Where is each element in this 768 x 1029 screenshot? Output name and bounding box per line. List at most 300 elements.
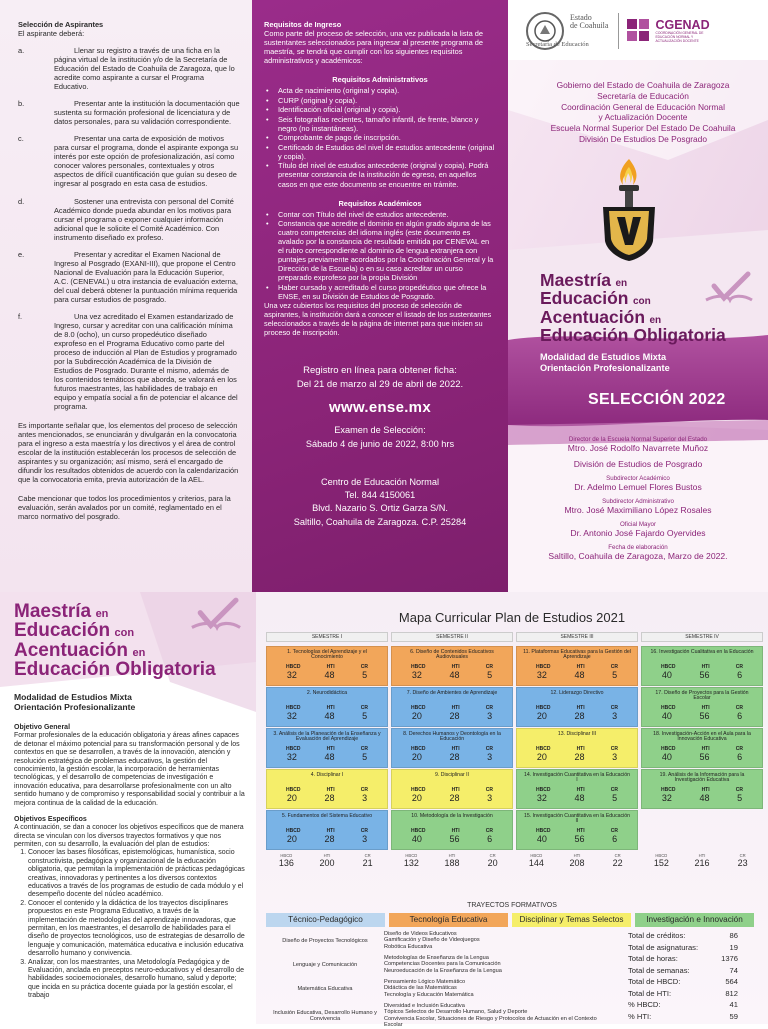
total-value: 188 — [444, 858, 460, 868]
inside-program-title — [14, 602, 216, 680]
course-values — [267, 670, 387, 680]
course-cell — [391, 728, 513, 768]
course-values — [392, 711, 512, 721]
institution-line: y Actualización Docente — [598, 112, 688, 123]
discipline-name: Lenguaje y Comunicación — [292, 961, 358, 968]
staff-name: Mtro. José Rodolfo Navarrete Muñoz — [567, 443, 709, 453]
summary-stat-value: 41 — [729, 1000, 738, 1009]
total-label: CR — [489, 853, 496, 858]
staff-list — [538, 430, 738, 561]
total-column — [391, 853, 431, 868]
course-col-label: HTI — [701, 664, 710, 670]
course-col-label: HBCD — [411, 746, 426, 752]
discipline-courses — [384, 931, 616, 950]
course-cr: 3 — [487, 752, 493, 762]
course-hti: 56 — [699, 670, 710, 680]
discipline-course: Neuroeducación de la Enseñanza de la Lengua — [384, 967, 502, 974]
title-word-con: con — [632, 296, 651, 308]
course-hti: 48 — [324, 711, 335, 721]
discipline-name: Diseño de Proyectos Tecnológicos — [282, 937, 368, 944]
specific-objectives-intro: A continuación, se dan a conocer los objetivos específicos que de manera directa se vinculan con los diversos trayectos formativos y que nos permiten, con su desarrollo, la evaluación del plan de estudios: — [14, 824, 244, 849]
course-col-label: HTI — [701, 705, 710, 711]
title-word-maestria: Maestría — [540, 270, 612, 290]
academic-requirement: • Constancia que acredite el dominio en algún grado alguna de las cuatro competencias del idioma inglés (este documento es avalado por la constancia de resultado emitida por CENEVAL en el rubro correspondiente al dominio de lengua extranjera con puntajes previamente acordados por la Coordinación General y la Dirección de la Escuela) o en su caso acreditar un curso preparado exprofeso por la propia División — [264, 219, 496, 282]
course-values — [642, 711, 762, 721]
course-col-label: HTI — [326, 787, 335, 793]
total-value: 200 — [319, 858, 335, 868]
selection-item — [18, 99, 240, 126]
total-value: 21 — [362, 858, 373, 868]
selection-panel — [0, 0, 252, 592]
total-label: HTI — [448, 853, 456, 858]
admin-requirement: • Comprobante de pago de inscripción. — [264, 133, 496, 142]
course-name: 6. Diseño de Contenidos Educativos Audiovisuales — [410, 649, 494, 661]
total-value: 136 — [278, 858, 294, 868]
selection-item-letter: c. — [18, 134, 24, 144]
course-values — [642, 670, 762, 680]
course-hbcd: 32 — [661, 793, 672, 803]
course-name: 17. Diseño de Proyectos para la Gestión Escolar — [655, 690, 749, 702]
course-col-label: HTI — [451, 705, 460, 711]
total-label: CR — [364, 853, 371, 858]
staff-name: Mtro. José Maximiliano López Rosales — [564, 505, 712, 515]
course-cell — [266, 810, 388, 850]
summary-stat — [628, 931, 738, 940]
course-values — [517, 793, 637, 803]
course-cr: 5 — [612, 670, 618, 680]
course-cr: 6 — [612, 834, 618, 844]
objectives-text — [14, 724, 248, 1001]
course-col-label: HTI — [576, 746, 585, 752]
selection-item-text: Llenar su registro a través de una ficha en la página virtual de la institución y/o de la Secretaría de Educación del Estado de Coahuila de Zaragoza, que lo acredite como aspirante a cursar el Programa Educativo. — [54, 46, 235, 92]
cover-program-title — [540, 272, 726, 345]
selection-list — [18, 46, 240, 411]
summary-stat-label: Total de HBCD: — [628, 977, 681, 986]
semester-header: SEMESTRE II — [391, 632, 513, 642]
course-hti: 28 — [324, 793, 335, 803]
discipline-course: Gamificación y Diseño de Videojuegos — [384, 937, 480, 944]
course-cell — [391, 687, 513, 727]
course-cr: 5 — [362, 711, 368, 721]
website-link[interactable]: www.ense.mx — [329, 398, 431, 416]
course-col-label: CR — [360, 828, 368, 834]
inside-modality-line: Modalidad de Estudios Mixta — [14, 692, 132, 702]
total-label: CR — [739, 853, 746, 858]
discipline-courses — [384, 1003, 616, 1029]
course-hti: 28 — [574, 711, 585, 721]
course-hti: 28 — [449, 752, 460, 762]
inside-title-con: con — [114, 627, 135, 640]
semester-totals — [516, 853, 638, 868]
inside-title-maestria: Maestría — [14, 601, 92, 622]
selection-item-text: Presentar una carta de exposición de motivos para cursar el programa, donde el aspirante exponga su interés por este opción de profesionalización, así como conocer valores personales, contextuales y otros aspectos de difícil cuantificación que guían su deseo de ingresar al posgrado en esta casa de estudios. — [54, 134, 239, 189]
course-col-label: HTI — [576, 787, 585, 793]
staff-name: Saltillo, Coahuila de Zaragoza, Marzo de 2022. — [548, 551, 728, 561]
selection-item-text: Una vez acreditado el Examen estandarizado de Ingreso, cursar y acreditar con una calificación mínima de 8.0 (ocho), un curso propedéutico diseñado exprofeso en el Programa Educativo como parte del proceso de inducción al Plan de Estudios y programado por la Subdirección Académica de la División de Estudios de Posgrado. Durante el mismo, además de los contenidos temáticos que aborda, se valorará en los futuros maestrantes, las habilidades de trabajo en equipo y empatía social a fin de potenciar el alcance del programa. — [54, 311, 238, 412]
staff-name: Dr. Antonio José Fajardo Oyervides — [570, 528, 706, 538]
course-col-label: CR — [610, 664, 618, 670]
total-column — [723, 853, 763, 868]
semester-totals — [266, 853, 388, 868]
specific-objectives-heading: Objetivos Específicos — [14, 815, 87, 823]
general-objective-heading: Objetivo General — [14, 724, 71, 731]
course-col-label: CR — [735, 705, 743, 711]
course-hbcd: 20 — [411, 752, 422, 762]
discipline-courses — [384, 979, 616, 998]
course-hbcd: 20 — [411, 711, 422, 721]
academic-requirements-heading: Requisitos Académicos — [338, 198, 422, 208]
discipline-course: Tecnología y Educación Matemática — [384, 991, 474, 998]
requirements-intro: Como parte del proceso de selección, una vez publicada la lista de sustentantes seleccionados para ingresar al presente programa de maestría, se tendrá que cumplir con los siguientes requisitos administrativos y académicos: — [264, 29, 483, 66]
total-value: 132 — [403, 858, 419, 868]
course-col-label: HTI — [326, 828, 335, 834]
discipline-course: Tópicos Selectos de Desarrollo Humano, Salud y Deporte — [384, 1009, 528, 1016]
course-col-label: HBCD — [536, 828, 551, 834]
summary-stat-value: 19 — [729, 942, 738, 952]
total-column — [641, 853, 681, 868]
course-cell — [516, 769, 638, 809]
inside-title-en-2: en — [132, 646, 146, 659]
course-name: 1. Tecnologías del Aprendizaje y el Conocimiento — [287, 649, 367, 661]
course-name: 8. Derechos Humanos y Deontología en la Educación — [403, 731, 501, 743]
total-value: 22 — [612, 858, 623, 868]
discipline-courses — [384, 955, 616, 974]
selection-item-text: Presentar ante la institución la documentación que sustenta su formación profesional de licenciatura y de datos personales, para su validación correspondiente. — [54, 99, 240, 127]
discipline-course: Didáctica de las Matemáticas — [384, 985, 457, 992]
course-col-label: HTI — [576, 705, 585, 711]
total-value: 152 — [653, 858, 669, 868]
course-col-label: HBCD — [411, 828, 426, 834]
course-col-label: HBCD — [286, 746, 301, 752]
inside-checkmark-icon — [188, 596, 244, 640]
total-column — [348, 853, 388, 868]
trayecto-header: Disciplinar y Temas Selectos — [512, 913, 631, 927]
selection-item-letter: f. — [18, 311, 23, 321]
semester-header: SEMESTRE III — [516, 632, 638, 642]
course-col-label: HTI — [451, 787, 460, 793]
cgenad-name: CGENAD — [655, 18, 710, 33]
course-name: 9. Disciplinar II — [434, 772, 470, 778]
course-col-label: HBCD — [286, 705, 301, 711]
summary-stat — [628, 954, 738, 963]
course-name: 16. Investigación Cualitativa en la Educación — [650, 649, 754, 655]
inside-orientation-line: Orientación Profesionalizante — [14, 702, 136, 713]
course-cr: 3 — [362, 834, 368, 844]
course-col-label: CR — [360, 746, 368, 752]
total-column — [516, 853, 556, 868]
cover-modality — [540, 352, 670, 374]
course-col-label: HBCD — [661, 746, 676, 752]
course-name: 4. Disciplinar I — [310, 772, 344, 778]
staff-role: Subdirector Académico — [606, 475, 670, 482]
summary-stat-value: 59 — [729, 1011, 738, 1021]
course-col-label: HTI — [326, 746, 335, 752]
selection-item — [18, 46, 240, 91]
academic-requirement: • Haber cursado y acreditado el curso propedéutico que ofrece la ENSE, en su División de Estudios de Posgrado. — [264, 283, 496, 301]
admin-requirement: • Certificado de Estudios del nivel de estudios antecedente (original y copia). — [264, 143, 496, 161]
course-col-label: HBCD — [411, 664, 426, 670]
trayecto-header: Tecnología Educativa — [389, 913, 508, 927]
course-col-label: CR — [485, 746, 493, 752]
discipline-name: Inclusión Educativa, Desarrollo Humano y Convivencia — [273, 1009, 377, 1022]
exam-line-1: Examen de Selección: — [334, 425, 426, 436]
institution-line: Coordinación General de Educación Normal — [561, 101, 725, 112]
course-name: 12. Liderazgo Directivo — [550, 690, 604, 696]
discipline-row — [266, 1003, 616, 1029]
course-col-label: HBCD — [661, 664, 676, 670]
institution-line: Gobierno del Estado de Coahuila de Zaragoza — [556, 80, 730, 90]
course-col-label: HBCD — [536, 705, 551, 711]
course-col-label: HTI — [326, 705, 335, 711]
selection-item-letter: d. — [18, 196, 25, 206]
title-word-educacion-obligatoria: Educación Obligatoria — [540, 324, 726, 345]
total-column — [432, 853, 472, 868]
summary-stat — [628, 977, 738, 986]
course-hbcd: 20 — [286, 793, 297, 803]
course-col-label: HTI — [451, 828, 460, 834]
summary-stat-value: 812 — [725, 988, 738, 998]
semester-totals — [641, 853, 763, 868]
curriculum-map-title: Mapa Curricular Plan de Estudios 2021 — [398, 610, 626, 625]
course-col-label: HBCD — [661, 705, 676, 711]
course-col-label: HBCD — [536, 664, 551, 670]
course-values — [517, 834, 637, 844]
course-col-label: HBCD — [661, 787, 676, 793]
summary-stat — [628, 989, 738, 998]
course-values — [267, 752, 387, 762]
summary-stat-label: Total de asignaturas: — [628, 942, 699, 952]
total-column — [473, 853, 513, 868]
summary-stat — [628, 943, 738, 952]
course-cr: 3 — [487, 793, 493, 803]
course-hti: 48 — [449, 670, 460, 680]
admin-requirement: • Identificación oficial (original y copia). — [264, 105, 496, 114]
course-cr: 5 — [737, 793, 743, 803]
academic-note: Una vez cubiertos los requisitos del proceso de selección de aspirantes, la institución dará a conocer el listado de los sustentantes seleccionados a través de la página de internet para que inicien su proceso de inscripción. — [264, 301, 492, 338]
discipline-course: Competencias Docentes para la Comunicación — [384, 961, 501, 968]
staff-role: Fecha de elaboración — [608, 544, 668, 551]
exam-line-2: Sábado 4 de junio de 2022, 8:00 hrs — [305, 439, 455, 450]
course-values — [392, 670, 512, 680]
course-col-label: CR — [485, 664, 493, 670]
course-hbcd: 40 — [411, 834, 422, 844]
inside-title-educacion-obligatoria: Educación Obligatoria — [14, 659, 216, 681]
course-hti: 28 — [574, 752, 585, 762]
course-values — [267, 711, 387, 721]
cgenad-logo — [627, 18, 719, 43]
course-col-label: HTI — [576, 828, 585, 834]
total-label: HBCD — [530, 853, 543, 858]
discipline-row — [266, 955, 616, 974]
selection-item — [18, 312, 240, 411]
course-values — [642, 793, 762, 803]
summary-stat-label: Total de horas: — [628, 954, 678, 963]
registration-line-1: Registro en línea para obtener ficha: — [303, 364, 457, 376]
institution-line: División De Estudios De Posgrado — [578, 133, 707, 144]
course-cr: 3 — [612, 752, 618, 762]
discipline-row — [266, 979, 616, 998]
summary-stat — [628, 1012, 738, 1021]
course-col-label: HTI — [451, 746, 460, 752]
course-col-label: CR — [485, 787, 493, 793]
discipline-course: Convivencia Escolar, Situaciones de Riesgo y Protocolos de Actuación en el Contexto Escolar — [384, 1015, 597, 1029]
total-label: CR — [614, 853, 621, 858]
total-label: HBCD — [655, 853, 668, 858]
selection-item — [18, 134, 240, 188]
cgenad-subtitle: COORDINACIÓN GENERAL DE EDUCACIÓN NORMAL Y ACTUALIZACIÓN DOCENTE — [655, 31, 704, 43]
selection-item-text: Sostener una entrevista con personal del Comité Académico donde pueda abundar en los motivos para cursar el programa o exponer cualquier información adicional que le solicite el Comité Académico. Con instrumento diseñado ex profeso. — [54, 196, 234, 242]
summary-stat-label: Total de semanas: — [628, 965, 690, 975]
course-cell — [266, 646, 388, 686]
title-word-educacion: Educación — [540, 288, 629, 309]
specific-objective: 2. Conocer el contenido y la didáctica de los trayectos disciplinares propuestos en este Programa Educativo, a través de la implementación de metodologías del aprendizaje innovadoras, que permitan, en los maestrantes, el desarrollo de habilidades para el diseño de proyectos tecnológicos, uso de estrategias de desarrollo de lenguaje y comunicación, matemática educativa e inclusión educativa desarrollo humano y convivencia. — [28, 900, 248, 959]
staff-role: Oficial Mayor — [619, 521, 657, 528]
summary-stat-label: Total de HTI: — [628, 988, 672, 998]
course-col-label: HTI — [701, 746, 710, 752]
course-hbcd: 32 — [536, 793, 547, 803]
total-column — [557, 853, 597, 868]
cover-modality-line: Modalidad de Estudios Mixta — [540, 352, 667, 362]
course-cell — [391, 769, 513, 809]
semester-header: SEMESTRE I — [266, 632, 388, 642]
course-hbcd: 40 — [661, 711, 672, 721]
course-col-label: CR — [610, 705, 618, 711]
academic-requirement: • Contar con Título del nivel de estudios antecedente. — [264, 210, 496, 219]
summary-stat-label: % HBCD: — [628, 1000, 661, 1009]
course-cell — [641, 769, 763, 809]
specific-objective: 3. Analizar, con los maestrantes, una Metodología Pedagógica y de Evaluación, anclada en preceptos neuro-educativos y el desarrollo de habilidades socioemocionales, desarrollo humano, salud y deporte; que incida en su práctica docente guiada por la gestión escolar, el trabajo — [28, 959, 248, 1001]
course-hti: 56 — [699, 752, 710, 762]
course-col-label: HBCD — [411, 705, 426, 711]
staff-name: División de Estudios de Posgrado — [573, 459, 703, 469]
academic-requirements-list — [264, 210, 496, 301]
discipline-course: Diseño de Videos Educativos — [384, 931, 457, 937]
course-cell — [266, 769, 388, 809]
total-label: HBCD — [280, 853, 293, 858]
course-hti: 28 — [324, 834, 335, 844]
address-line-4: Saltillo, Coahuila de Zaragoza. C.P. 25284 — [293, 516, 467, 527]
summary-stat-label: % HTI: — [628, 1011, 652, 1021]
course-col-label: HBCD — [286, 828, 301, 834]
selection-heading: Selección de Aspirantes — [18, 20, 104, 29]
course-col-label: HTI — [701, 787, 710, 793]
logos-row — [526, 8, 756, 54]
admin-requirement: • Título del nivel de estudios antecedente (original y copia). Podrá presentar constancia de la institución de egreso, en aquellos casos en que este documento se encuentre en trámite. — [264, 161, 496, 188]
institution-line: Escuela Normal Superior Del Estado De Coahuila — [550, 123, 736, 133]
selection-2022-label: SELECCIÓN 2022 — [588, 391, 726, 408]
staff-role: Director de la Escuela Normal Superior del Estado — [568, 436, 708, 443]
course-cr: 3 — [362, 793, 368, 803]
selection-item-letter: a. — [18, 46, 25, 56]
registration-line-2: Del 21 de marzo al 29 de abril de 2022. — [296, 379, 464, 391]
cover-orientation-line: Orientación Profesionalizante — [540, 363, 670, 374]
course-hbcd: 32 — [536, 670, 547, 680]
discipline-course: Robótica Educativa — [384, 943, 433, 950]
course-cell — [516, 810, 638, 850]
course-hti: 48 — [574, 793, 585, 803]
semester-header: SEMESTRE IV — [641, 632, 763, 642]
torch-crest-icon — [593, 155, 665, 265]
course-name: 14. Investigación Cuantitativa en la Educación I — [523, 772, 631, 784]
summary-stat-value: 86 — [729, 931, 738, 940]
course-cr: 5 — [487, 670, 493, 680]
total-label: HTI — [323, 853, 331, 858]
course-col-label: HBCD — [536, 746, 551, 752]
course-col-label: HTI — [451, 664, 460, 670]
summary-stat — [628, 1000, 738, 1009]
total-label: HBCD — [405, 853, 418, 858]
total-label: HTI — [573, 853, 581, 858]
total-column — [598, 853, 638, 868]
state-logo-caption: Secretaría de Educación — [526, 41, 589, 49]
course-col-label: CR — [610, 787, 618, 793]
specific-objective: 1. Conocer las bases filosóficas, epistemológicas, humanística, socio constructivista, pedagógica y organizacional de la educación obligatoria, que permitan la implementación de prácticas pedagógicas creativas, innovadoras y pertinentes a los diversos contextos educativos a través de los programas de estudio de cada módulo y el desempeño docente del núcleo académico. — [28, 849, 248, 899]
course-hti: 56 — [699, 711, 710, 721]
course-name: 11. Plataformas Educativas para la Gestión del Aprendizaje — [523, 649, 631, 661]
total-column — [682, 853, 722, 868]
course-cell — [641, 687, 763, 727]
address-line-3: Blvd. Nazario S. Ortiz Garza S/N. — [312, 503, 448, 514]
course-hbcd: 20 — [411, 793, 422, 803]
address-phone: Tel. 844 4150061 — [344, 490, 416, 501]
title-word-acentuacion: Acentuación — [540, 306, 646, 327]
course-cell — [391, 646, 513, 686]
course-cr: 6 — [737, 752, 743, 762]
selection-closing-2: Cabe mencionar que todos los procedimientos y criterios, para la evaluación, serán avalados por un comité, reglamentado en el marco normativo del posgrado. — [18, 494, 231, 522]
summary-stat-value: 74 — [729, 965, 738, 975]
brochure-inside — [0, 592, 768, 1029]
total-column — [307, 853, 347, 868]
discipline-row — [266, 931, 616, 950]
course-cell — [391, 810, 513, 850]
summary-stat-value: 1376 — [721, 954, 738, 963]
admin-requirements-heading: Requisitos Administrativos — [332, 75, 428, 85]
course-col-label: HTI — [576, 664, 585, 670]
inside-modality — [14, 692, 135, 713]
summary-stat-value: 564 — [725, 977, 738, 986]
trayecto-header: Técnico-Pedagógico — [266, 913, 385, 927]
selection-subheading: El aspirante deberá: — [18, 29, 85, 39]
course-hbcd: 32 — [286, 711, 297, 721]
total-column — [266, 853, 306, 868]
course-values — [517, 711, 637, 721]
inside-title-educacion: Educación — [14, 620, 111, 642]
course-cr: 3 — [612, 711, 618, 721]
discipline-course: Diversidad e Inclusión Educativa — [384, 1003, 465, 1009]
title-word-en-1: en — [615, 278, 628, 289]
course-hbcd: 20 — [536, 752, 547, 762]
course-col-label: HBCD — [411, 787, 426, 793]
course-cell — [266, 687, 388, 727]
course-name: 18. Investigación-Acción en el Aula para la Innovación Educativa — [653, 731, 751, 743]
course-col-label: CR — [610, 746, 618, 752]
course-hbcd: 40 — [536, 834, 547, 844]
course-cr: 3 — [487, 711, 493, 721]
selection-closing-1: Es importante señalar que, los elementos del proceso de selección antes mencionados, se enunciarán y divulgarán en la convocatoria para el ingreso a esta maestría y los directivos y el área de control escolar de la institución establecerán los procesos de selección de aspirantes y su organización; así mismo, será el encargado de difundir los resultados obtenidos de acuerdo con la calendarización que la convocatoria emita, previa autorización de la AEL. — [18, 421, 239, 485]
course-values — [517, 752, 637, 762]
course-name: 15. Investigación Cuantitativa en la Educación II — [523, 813, 631, 825]
course-cr: 5 — [612, 793, 618, 803]
selection-item-letter: b. — [18, 99, 25, 109]
course-values — [267, 793, 387, 803]
course-cell — [641, 728, 763, 768]
course-col-label: CR — [360, 705, 368, 711]
admin-requirement: • Acta de nacimiento (original y copia). — [264, 86, 496, 95]
course-name: 5. Fundamentos del Sistema Educativo — [281, 813, 373, 819]
course-cell — [516, 687, 638, 727]
course-hti: 56 — [449, 834, 460, 844]
course-col-label: CR — [360, 787, 368, 793]
